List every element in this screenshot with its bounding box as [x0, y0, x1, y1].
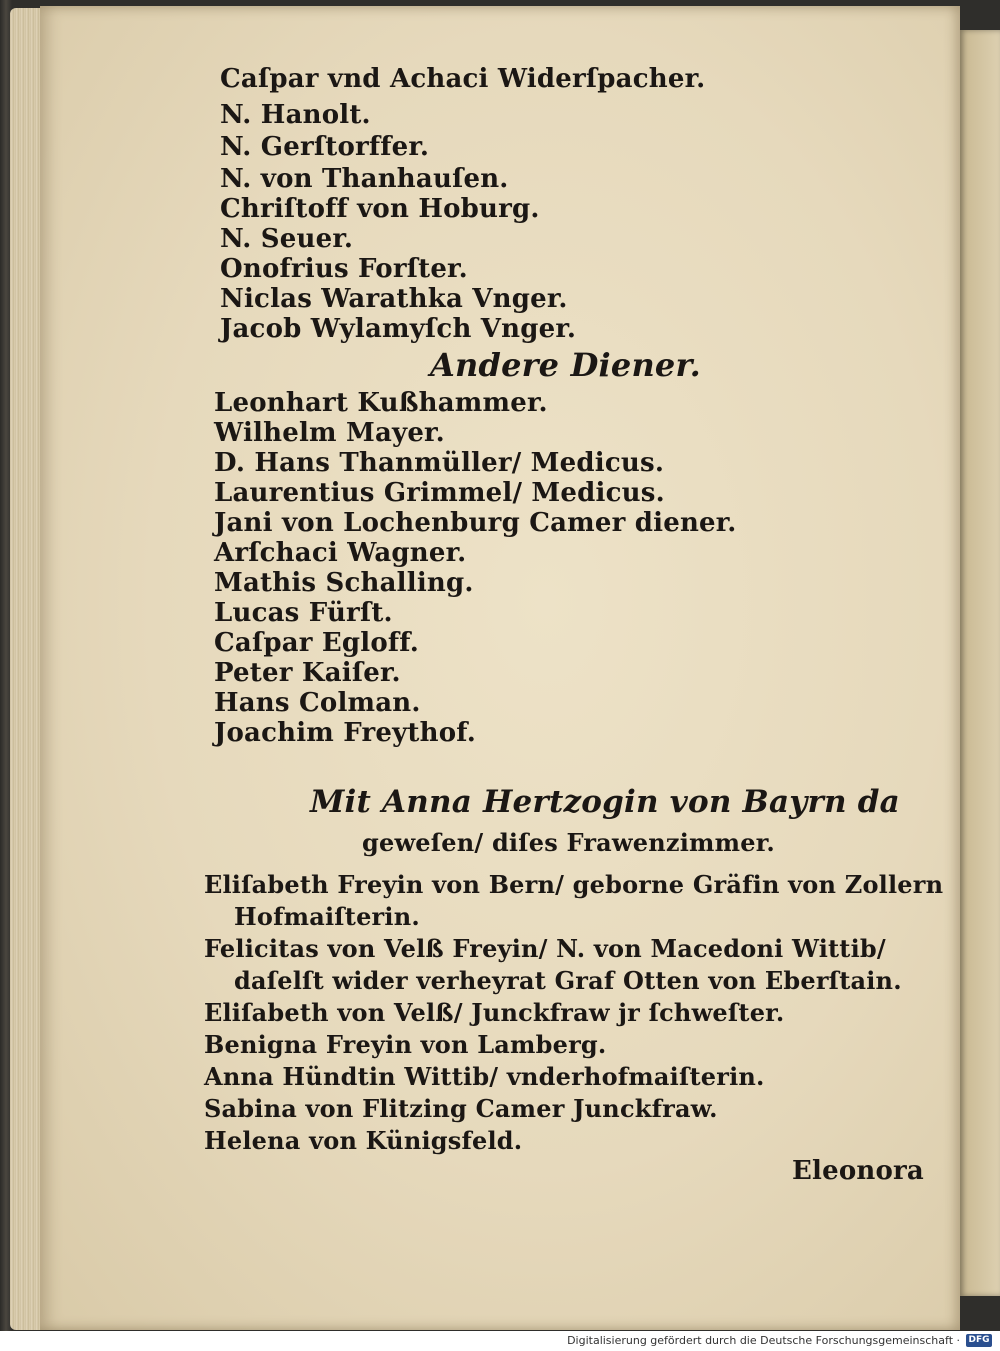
name-line: Anna Hündtin Wittib/ vnderhofmaiſterin.: [204, 1062, 765, 1091]
name-line: Chriſtoff von Hoburg.: [220, 194, 540, 224]
name-line: Arſchaci Wagner.: [214, 538, 467, 568]
dfg-logo-icon[interactable]: DFG: [966, 1334, 992, 1347]
name-line: N. von Thanhauſen.: [220, 164, 509, 194]
section-heading: Mit Anna Hertzogin von Bayrn da: [310, 784, 900, 820]
name-line: Mathis Schalling.: [214, 568, 474, 598]
name-line: Onofrius Forſter.: [220, 254, 468, 284]
name-line: Sabina von Flitzing Camer Junckfraw.: [204, 1094, 718, 1123]
name-line: N. Hanolt.: [220, 100, 371, 130]
name-line: N. Seuer.: [220, 224, 354, 254]
name-line: Peter Kaiſer.: [214, 658, 401, 688]
name-line: Laurentius Grimmel/ Medicus.: [214, 478, 665, 508]
next-page-edge: [960, 30, 1000, 1296]
name-line: Niclas Warathka Vnger.: [220, 284, 568, 314]
name-line: Lucas Fürſt.: [214, 598, 393, 628]
name-line: Eliſabeth von Velß/ Junckfraw jr ſchweſter.: [204, 998, 785, 1027]
section-heading: Andere Diener.: [430, 346, 701, 384]
name-line: D. Hans Thanmüller/ Medicus.: [214, 448, 665, 478]
name-line: Caſpar Egloff.: [214, 628, 420, 658]
name-line: Felicitas von Velß Freyin/ N. von Macedoni Wittib/: [204, 934, 886, 963]
name-line: Caſpar vnd Achaci Widerſpacher.: [220, 64, 706, 94]
name-line: Hofmaiſterin.: [234, 902, 420, 931]
name-line: Hans Colman.: [214, 688, 421, 718]
name-line: Jacob Wylamyſch Vnger.: [220, 314, 577, 344]
name-line: Jani von Lochenburg Camer diener.: [214, 508, 737, 538]
name-line: Eliſabeth Freyin von Bern/ geborne Gräfin von Zollern: [204, 870, 944, 899]
section-subheading: geweſen/ diſes Frawenzimmer.: [362, 828, 775, 857]
name-line: Leonhart Kußhammer.: [214, 388, 548, 418]
name-line: Joachim Freythof.: [214, 718, 476, 748]
name-line: daſelſt wider verheyrat Graf Otten von Eberſtain.: [234, 966, 902, 995]
funding-notice: Digitalisierung gefördert durch die Deutsche Forschungsgemeinschaft ·: [567, 1334, 960, 1347]
name-line: Wilhelm Mayer.: [214, 418, 445, 448]
footer-bar: [0, 1331, 1000, 1351]
name-line: Benigna Freyin von Lamberg.: [204, 1030, 607, 1059]
name-line: Helena von Künigsfeld.: [204, 1126, 523, 1155]
catchword: Eleonora: [792, 1156, 924, 1186]
document-page: [40, 6, 960, 1330]
name-line: N. Gerſtorffer.: [220, 132, 430, 162]
